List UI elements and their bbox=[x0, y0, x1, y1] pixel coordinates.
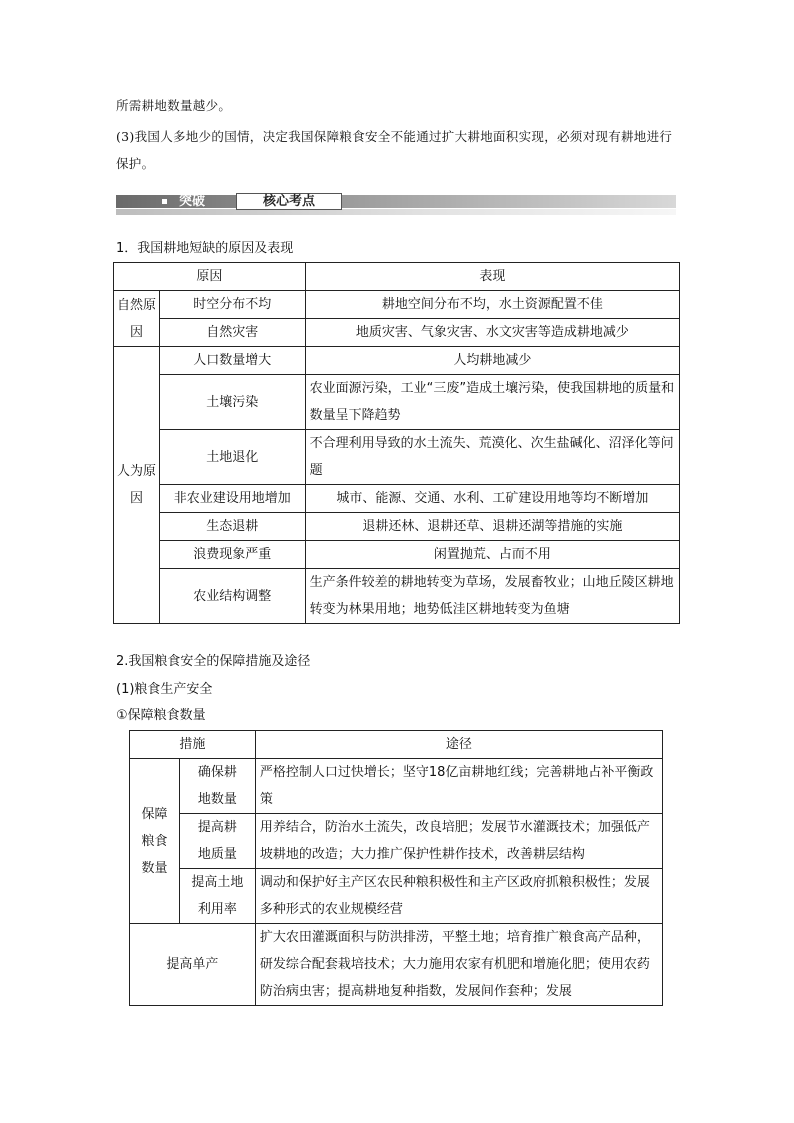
effect-cell: 地质灾害、气象灾害、水文灾害等造成耕地减少 bbox=[305, 319, 679, 347]
way-cell: 用养结合，防治水土流失，改良培肥；发展节水灌溉技术；加强低产坡耕地的改造；大力推广保护性耕作技术，改善耕层结构 bbox=[255, 814, 662, 869]
group-natural: 自然原因 bbox=[114, 291, 160, 347]
table-row bbox=[114, 319, 680, 347]
section-banner bbox=[116, 191, 676, 217]
reason-cell: 土壤污染 bbox=[159, 375, 305, 430]
header-way: 途径 bbox=[255, 731, 662, 759]
measure-cell: 提高单产 bbox=[130, 924, 256, 1006]
reason-cell: 土地退化 bbox=[159, 430, 305, 485]
table-header-row bbox=[130, 731, 663, 759]
table-row bbox=[114, 513, 680, 541]
section1-heading: 1．我国耕地短缺的原因及表现 bbox=[116, 241, 294, 256]
effect-cell: 闲置抛荒、占而不用 bbox=[305, 541, 679, 569]
banner-tag1-text: 突破 bbox=[179, 194, 206, 209]
measure-cell: 提高耕地质量 bbox=[179, 814, 255, 869]
way-cell: 扩大农田灌溉面积与防洪排涝，平整土地；培育推广粮食高产品种，研发综合配套栽培技术；大力施用农家有机肥和增施化肥；使用农药防治病虫害；提高耕地复种指数，发展间作套种；发展 bbox=[255, 924, 662, 1006]
intro-paragraph: (3)我国人多地少的国情，决定我国保障粮食安全不能通过扩大耕地面积实现，必须对现有耕地进行保护。 bbox=[116, 129, 673, 171]
table-row bbox=[130, 759, 663, 814]
reason-cell: 非农业建设用地增加 bbox=[159, 485, 305, 513]
banner-tag-breakthrough bbox=[156, 195, 211, 208]
banner-shadow bbox=[116, 209, 676, 215]
measure-cell: 确保耕地数量 bbox=[179, 759, 255, 814]
reason-cell: 生态退耕 bbox=[159, 513, 305, 541]
intro-line-1: 所需耕地数量越少。 bbox=[116, 98, 232, 113]
table-row bbox=[114, 430, 680, 485]
reason-cell: 自然灾害 bbox=[159, 319, 305, 347]
table-row bbox=[114, 375, 680, 430]
effect-cell: 生产条件较差的耕地转变为草场，发展畜牧业；山地丘陵区耕地转变为林果用地；地势低洼区耕地转变为鱼塘 bbox=[305, 569, 679, 624]
section2-sub1: (1)粮食生产安全 bbox=[116, 682, 213, 697]
table-row bbox=[130, 869, 663, 924]
square-bullet-icon bbox=[162, 199, 167, 204]
farmland-shortage-table bbox=[113, 262, 680, 624]
reason-cell: 浪费现象严重 bbox=[159, 541, 305, 569]
table-row bbox=[114, 485, 680, 513]
table-row bbox=[114, 541, 680, 569]
effect-cell: 不合理利用导致的水土流失、荒漠化、次生盐碱化、沼泽化等问题 bbox=[305, 430, 679, 485]
table-row bbox=[114, 569, 680, 624]
effect-cell: 耕地空间分布不均，水土资源配置不佳 bbox=[305, 291, 679, 319]
table-row bbox=[130, 814, 663, 869]
reason-cell: 人口数量增大 bbox=[159, 347, 305, 375]
section2-heading: 2.我国粮食安全的保障措施及途径 bbox=[116, 654, 311, 669]
table-header-row bbox=[114, 263, 680, 291]
effect-cell: 人均耕地减少 bbox=[305, 347, 679, 375]
table-row bbox=[130, 924, 663, 1006]
table-row bbox=[114, 291, 680, 319]
header-effect: 表现 bbox=[305, 263, 679, 291]
reason-cell: 农业结构调整 bbox=[159, 569, 305, 624]
banner-tag-core-points: 核心考点 bbox=[236, 193, 342, 210]
effect-cell: 城市、能源、交通、水利、工矿建设用地等均不断增加 bbox=[305, 485, 679, 513]
effect-cell: 农业面源污染，工业“三废”造成土壤污染，使我国耕地的质量和数量呈下降趋势 bbox=[305, 375, 679, 430]
table-row bbox=[114, 347, 680, 375]
reason-cell: 时空分布不均 bbox=[159, 291, 305, 319]
way-cell: 调动和保护好主产区农民种粮积极性和主产区政府抓粮积极性；发展多种形式的农业规模经营 bbox=[255, 869, 662, 924]
group-human: 人为原因 bbox=[114, 347, 160, 624]
header-measure: 措施 bbox=[130, 731, 256, 759]
way-cell: 严格控制人口过快增长；坚守18亿亩耕地红线；完善耕地占补平衡政策 bbox=[255, 759, 662, 814]
group-grain-quantity: 保障粮食数量 bbox=[130, 759, 180, 924]
header-reason: 原因 bbox=[114, 263, 306, 291]
measure-cell: 提高土地利用率 bbox=[179, 869, 255, 924]
grain-security-table bbox=[129, 730, 663, 1006]
section2-sub2: ①保障粮食数量 bbox=[116, 708, 206, 723]
effect-cell: 退耕还林、退耕还草、退耕还湖等措施的实施 bbox=[305, 513, 679, 541]
